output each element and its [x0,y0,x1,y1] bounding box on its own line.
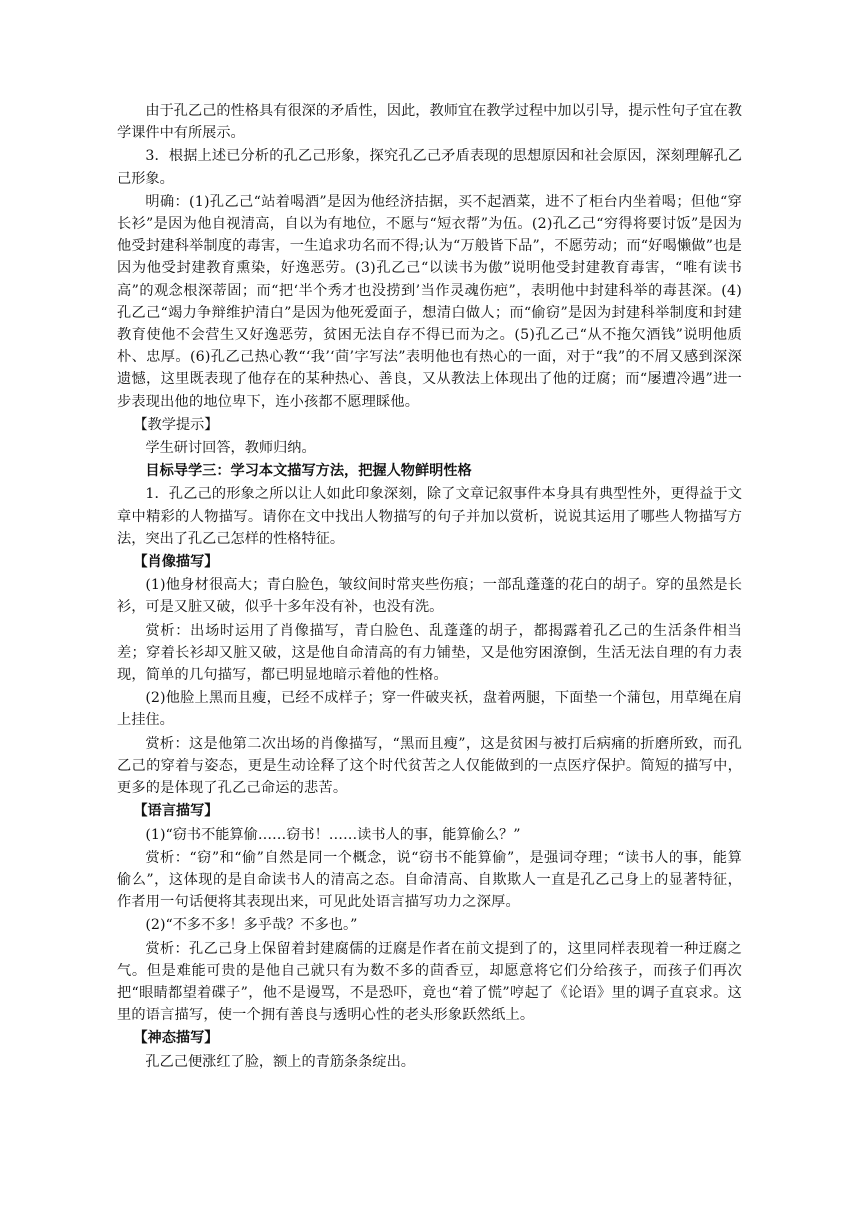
teaching-tip-heading: 【教学提示】 [133,416,219,433]
question-3: 3．根据上述已分析的孔乙己形象，探究孔乙己矛盾表现的思想原因和社会原因，深刻理解孔乙己形象。 [117,148,742,187]
language-analysis-1: 赏析：“窃”和“偷”自然是同一个概念，说“窃书不能算偷”，是强词夺理；“读书人的事，能算偷么”，这体现的是自命读书人的清高之态。自命清高、自欺欺人一直是孔乙己身上的显著特征，作者用一句话便将其表现出来，可见此处语言描写功力之深厚。 [117,849,742,911]
intro-paragraph: 由于孔乙己的性格具有很深的矛盾性，因此，教师宜在教学过程中加以引导，提示性句子宜在教学课件中有所展示。 [117,103,742,142]
document-page [117,100,742,1074]
expression-text: 孔乙己便涨红了脸，额上的青筋条条绽出。 [145,1053,415,1070]
language-quote-2: (2)“不多不多！多乎哉？不多也。” [145,917,358,934]
portrait-analysis-1: 赏析：出场时运用了肖像描写，青白脸色、乱蓬蓬的胡子，都揭露着孔乙己的生活条件相当差；穿着长衫却又脏又破，这是他自命清高的有力铺垫，又是他穷困潦倒，生活无法自理的有力表现，简单的几句描写，都已明显地暗示着他的性格。 [117,622,742,684]
expression-heading: 【神态描写】 [133,1030,219,1047]
portrait-heading: 【肖像描写】 [133,554,219,571]
language-quote-1: (1)“窃书不能算偷……窃书！……读书人的事，能算偷么？” [145,826,521,843]
teaching-tip-text: 学生研讨回答，教师归纳。 [145,440,316,457]
goal-heading-3: 目标导学三：学习本文描写方法，把握人物鲜明性格 [145,463,472,480]
answer-paragraph: 明确：(1)孔乙己“站着喝酒”是因为他经济拮据，买不起酒菜，进不了柜台内坐着喝；但他“穿长衫”是因为他自视清高，自以为有地位，不愿与“短衣帮”为伍。(2)孔乙己“穷得将要讨饭”是因为他受封建科举制度的毒害，一生追求功名而不得;认为“万般皆下品”，不愿劳动；而“好喝懒做”也是因为他受封建教育熏染，好逸恶劳。(3)孔乙己“以读书为傲”说明他受封建教育毒害，“唯有读书高”的观念根深蒂固；而“把‘半个秀才也没捞到’当作灵魂伤疤”，表明他中封建科举的毒甚深。(4)孔乙己“竭力争辩维护清白”是因为他死爱面子，想清白做人；而“偷窃”是因为封建科举制度和封建教育使他不会营生又好逸恶劳，贫困无法自存不得已而为之。(5)孔乙己“从不拖欠酒钱”说明他质朴、忠厚。(6)孔乙己热心教“‘我’‘茴’字写法”表明他也有热心的一面，对于“我”的不屑又感到深深遗憾，这里既表现了他存在的某种热心、善良，又从教法上体现出了他的迂腐；而“屡遭冷遇”进一步表现出他的地位卑下，连小孩都不愿理睬他。 [117,193,742,410]
language-heading: 【语言描写】 [133,803,219,820]
portrait-quote-2: (2)他脸上黑而且瘦，已经不成样子；穿一件破夹袄，盘着两腿，下面垫一个蒲包，用草绳在肩上挂住。 [117,690,742,729]
question-1: 1．孔乙己的形象之所以让人如此印象深刻，除了文章记叙事件本身具有典型性外，更得益于文章中精彩的人物描写。请你在文中找出人物描写的句子并加以赏析，说说其运用了哪些人物描写方法，突出了孔乙己怎样的性格特征。 [117,486,742,547]
language-analysis-2: 赏析：孔乙己身上保留着封建腐儒的迂腐是作者在前文提到了的，这里同样表现着一种迂腐之气。但是难能可贵的是他自己就只有为数不多的茴香豆，却愿意将它们分给孩子，而孩子们再次把“眼睛都望着碟子”，他不是谩骂，不是恐吓，竟也“着了慌”哼起了《论语》里的调子直哀求。这里的语言描写，使一个拥有善良与透明心性的老头形象跃然纸上。 [117,940,742,1024]
portrait-analysis-2: 赏析：这是他第二次出场的肖像描写，“黑而且瘦”，这是贫困与被打后病痛的折磨所致，而孔乙己的穿着与姿态，更是生动诠释了这个时代贫苦之人仅能做到的一点医疗保护。简短的描写中，更多的是体现了孔乙己命运的悲苦。 [117,735,742,797]
portrait-quote-1: (1)他身材很高大；青白脸色，皱纹间时常夹些伤痕；一部乱蓬蓬的花白的胡子。穿的虽然是长衫，可是又脏又破，似乎十多年没有补，也没有洗。 [117,577,742,616]
